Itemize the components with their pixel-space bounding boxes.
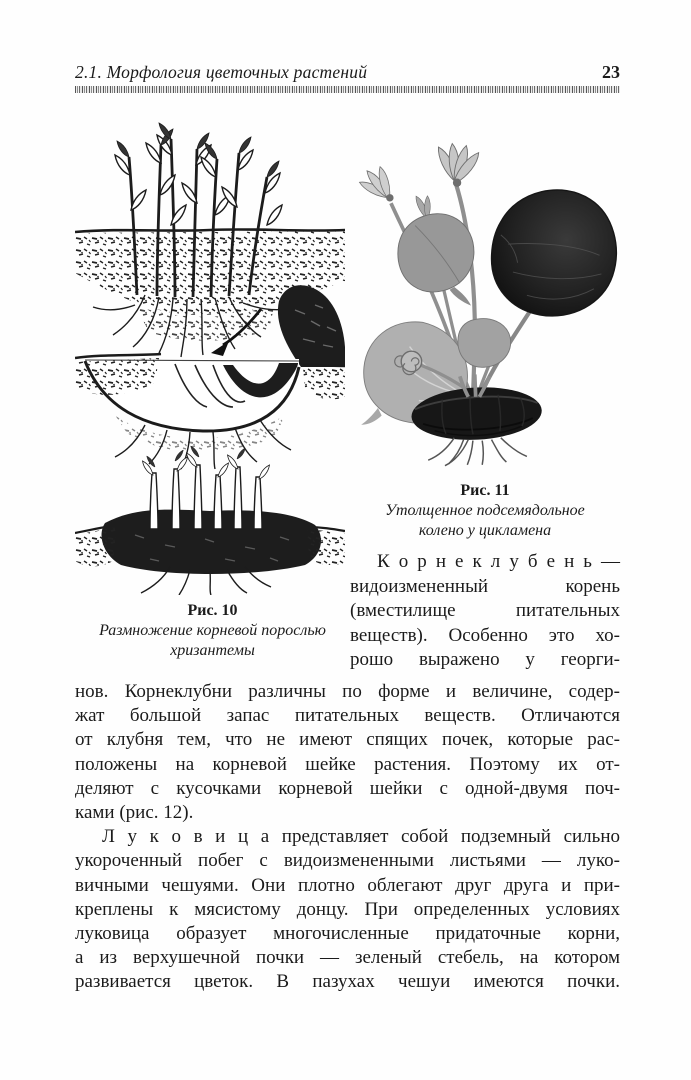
figure-10-label: Рис. 10 [187,602,238,619]
fig10-soil-mound [278,285,345,367]
fig11-cyclamen-drawing [350,125,620,475]
fig10-replanted-shoots [75,446,345,595]
text-line: жат большой запас питательных веществ. Отличаются [75,705,620,727]
cyclamen-dark-leaf [492,190,617,316]
text-line: веществ). Особенно это хо- [350,624,620,646]
cyclamen-small-leaf [458,319,511,368]
text-line: деляют с кусочками корневой шейки с одной-двумя поч- [75,777,620,799]
figure-11-caption: Рис. 11 Утолщенное подсемядольное колено у цикламена [350,480,620,541]
figure-11 [350,125,620,541]
fig10-chrysanthemum-propagation-drawing [75,115,345,595]
text-line: ками (рис. 12). [75,801,194,823]
text-line: а из верхушечной почки — зеленый стебель, на котором [75,947,620,969]
header-rule [75,86,620,93]
paragraph-kornekluben-start [350,550,620,673]
cyclamen-roots [428,438,527,466]
text-line: рошо выражено у георги- [350,649,620,671]
figure-10 [75,115,350,673]
text-line: укороченный побег с видоизмененными листьями — луко- [75,850,620,872]
text-line: креплены к мясистому донцу. При определенных условиях [75,898,620,920]
fig10-bottom-tufts [143,453,270,479]
text-line: видоизмененный корень [350,575,620,597]
right-column [350,115,620,673]
text-line: нов. Корнеклубни различны по форме и величине, содер- [75,680,620,702]
page-header [75,62,620,83]
figure-10-caption: Рис. 10 Размножение корневой порослью хризантемы [75,600,350,661]
figure-11-label: Рис. 11 [460,482,510,499]
text-line: положены на корневой шейке растения. Поэтому их от- [75,753,620,775]
text-line: вичными чешуями. Они плотно облегают друг друга и при- [75,874,620,896]
text-line: Л у к о в и ц а представляет собой подземный сильно [102,826,620,848]
paragraph-lukovitsa [75,825,620,994]
text-line: К о р н е к л у б е н ь — [377,551,620,572]
running-title: 2.1. Морфология цветочных растений [75,62,368,82]
paragraph-kornekluben-continued [75,680,620,825]
text-line: от клубня тем, что не имеют спящих почек, которые рас- [75,729,620,751]
page-number: 23 [602,62,620,82]
fig10-excavated-hole [75,354,345,469]
text-line: развивается цветок. В пазухах чешуи имеются почки. [75,971,620,993]
cyclamen-mid-leaf [398,214,474,306]
text-line: (вместилище питательных [350,600,620,622]
text-line: луковица образует многочисленные придаточные корни, [75,923,620,944]
figures-row [75,115,620,673]
